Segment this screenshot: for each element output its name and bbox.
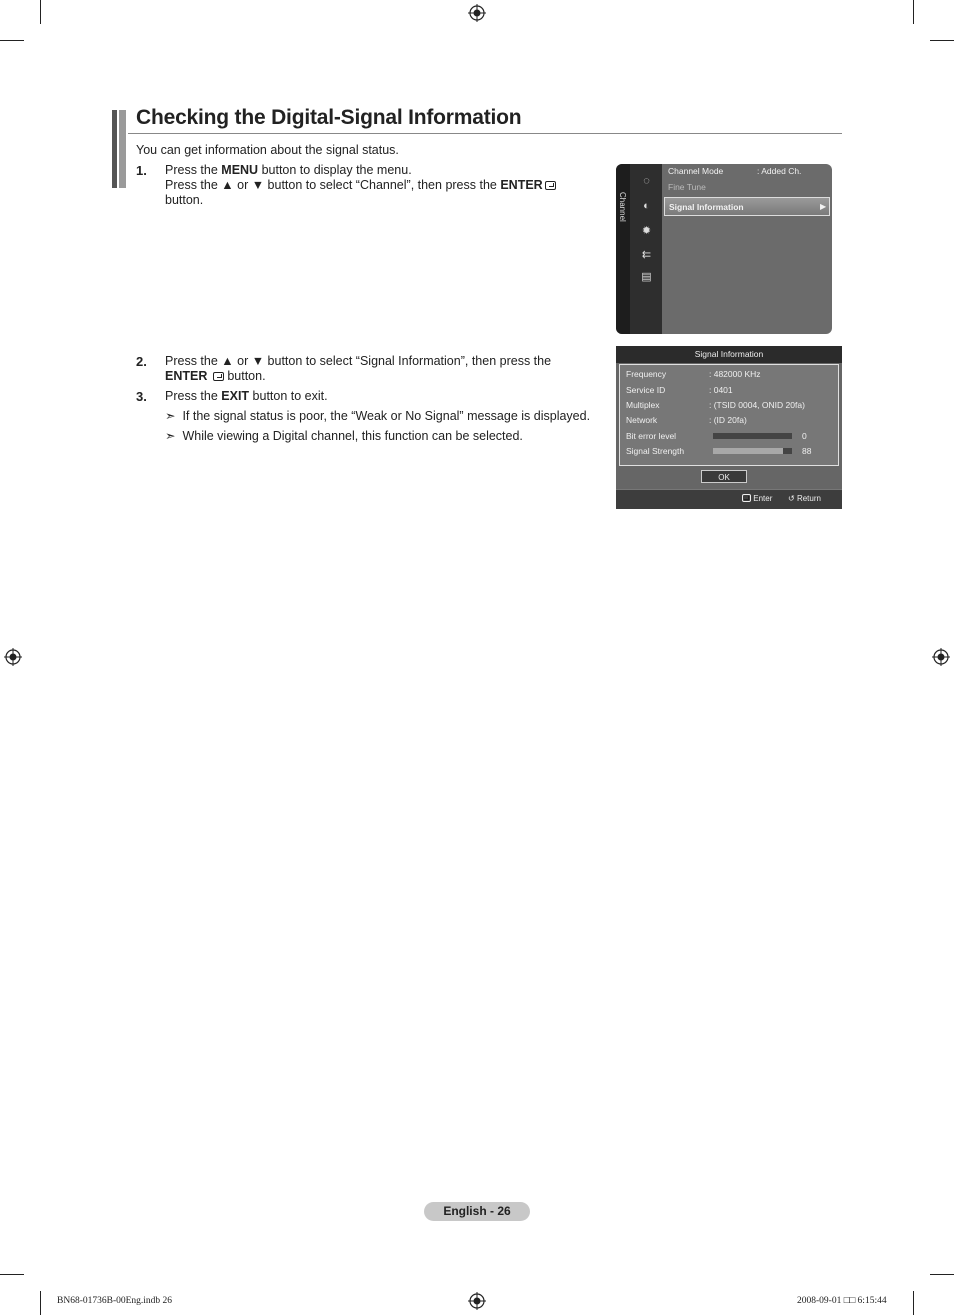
registration-mark-icon <box>4 648 22 666</box>
note-arrow-icon: ➣ <box>165 409 176 423</box>
signal-information-screenshot <box>616 346 842 508</box>
info-row-label: Service ID <box>626 385 666 395</box>
signal-info-title: Signal Information <box>616 346 842 363</box>
registration-mark-icon <box>468 4 486 22</box>
return-hint[interactable]: ↺ Return <box>788 494 821 503</box>
step-2-line-2: ENTER button. <box>165 369 266 383</box>
info-row-label: Frequency <box>626 369 667 379</box>
signal-info-footer <box>616 489 842 509</box>
input-icon: ⇇ <box>641 249 652 261</box>
arrow-right-icon: ▶ <box>820 202 827 211</box>
step-number: 1. <box>136 163 147 178</box>
step-1-line-1: Press the MENU button to display the menu. <box>165 163 412 177</box>
crop-mark <box>0 1274 24 1275</box>
step-number: 2. <box>136 354 147 369</box>
info-row-label: Network <box>626 415 658 425</box>
signal-strength-bar <box>713 448 792 454</box>
info-row-value: : (TSID 0004, ONID 20fa) <box>709 400 805 410</box>
crop-mark <box>913 1291 914 1315</box>
page-number-badge: English - 26 <box>424 1202 530 1221</box>
step-number: 3. <box>136 389 147 404</box>
menu-row-value: : Added Ch. <box>757 166 802 176</box>
crop-mark <box>913 0 914 24</box>
intro-text: You can get information about the signal status. <box>136 143 399 157</box>
date-slug: 2008-09-01 □□ 6:15:44 <box>797 1296 887 1306</box>
info-row-label: Multiplex <box>626 400 660 410</box>
setup-icon: ✹ <box>641 225 652 237</box>
page-title: Checking the Digital-Signal Information <box>136 106 522 129</box>
enter-icon <box>742 494 751 502</box>
crop-mark <box>40 0 41 24</box>
heading-accent-bar <box>112 110 117 188</box>
application-icon: ▤ <box>641 271 652 283</box>
menu-row-label: Channel Mode <box>668 166 724 176</box>
file-slug: BN68-01736B-00Eng.indb 26 <box>57 1296 173 1306</box>
note-arrow-icon: ➣ <box>165 429 176 443</box>
ok-button[interactable]: OK <box>701 470 747 483</box>
bit-error-bar <box>713 433 792 439</box>
title-divider <box>128 133 842 134</box>
channel-menu-screenshot <box>616 164 832 334</box>
bar-label: Signal Strength <box>626 446 685 456</box>
heading-accent-bar <box>119 110 126 188</box>
channel-icon: ◐ <box>643 200 650 212</box>
registration-mark-icon <box>468 1292 486 1310</box>
return-icon: ↺ <box>788 494 795 503</box>
menu-side-label: Channel <box>618 192 627 222</box>
antenna-icon: ◌ <box>643 175 650 187</box>
step-1-line-2: Press the ▲ or ▼ button to select “Channel”, then press the ENTER <box>165 178 556 193</box>
crop-mark <box>40 1291 41 1315</box>
bar-value: 0 <box>802 431 807 441</box>
signal-info-panel <box>619 364 839 466</box>
menu-selected-label: Signal Information <box>669 202 744 212</box>
note-item: ➣ If the signal status is poor, the “Weak or No Signal” message is displayed. <box>165 409 591 423</box>
info-row-value: : (ID 20fa) <box>709 415 747 425</box>
crop-mark <box>930 40 954 41</box>
registration-mark-icon <box>932 648 950 666</box>
bar-fill <box>713 448 783 454</box>
bar-label: Bit error level <box>626 431 677 441</box>
menu-row-label: Fine Tune <box>668 182 706 192</box>
note-item: ➣ While viewing a Digital channel, this function can be selected. <box>165 429 523 443</box>
enter-hint[interactable]: Enter <box>740 494 772 503</box>
info-row-value: : 482000 KHz <box>709 369 761 379</box>
crop-mark <box>930 1274 954 1275</box>
step-1-line-3: button. <box>165 193 204 207</box>
enter-icon <box>213 372 224 381</box>
enter-icon <box>545 181 556 190</box>
step-3-line-1: Press the EXIT button to exit. <box>165 389 328 403</box>
step-2-line-1: Press the ▲ or ▼ button to select “Signal Information”, then press the <box>165 354 552 368</box>
bar-value: 88 <box>802 446 812 456</box>
info-row-value: : 0401 <box>709 385 733 395</box>
crop-mark <box>0 40 24 41</box>
